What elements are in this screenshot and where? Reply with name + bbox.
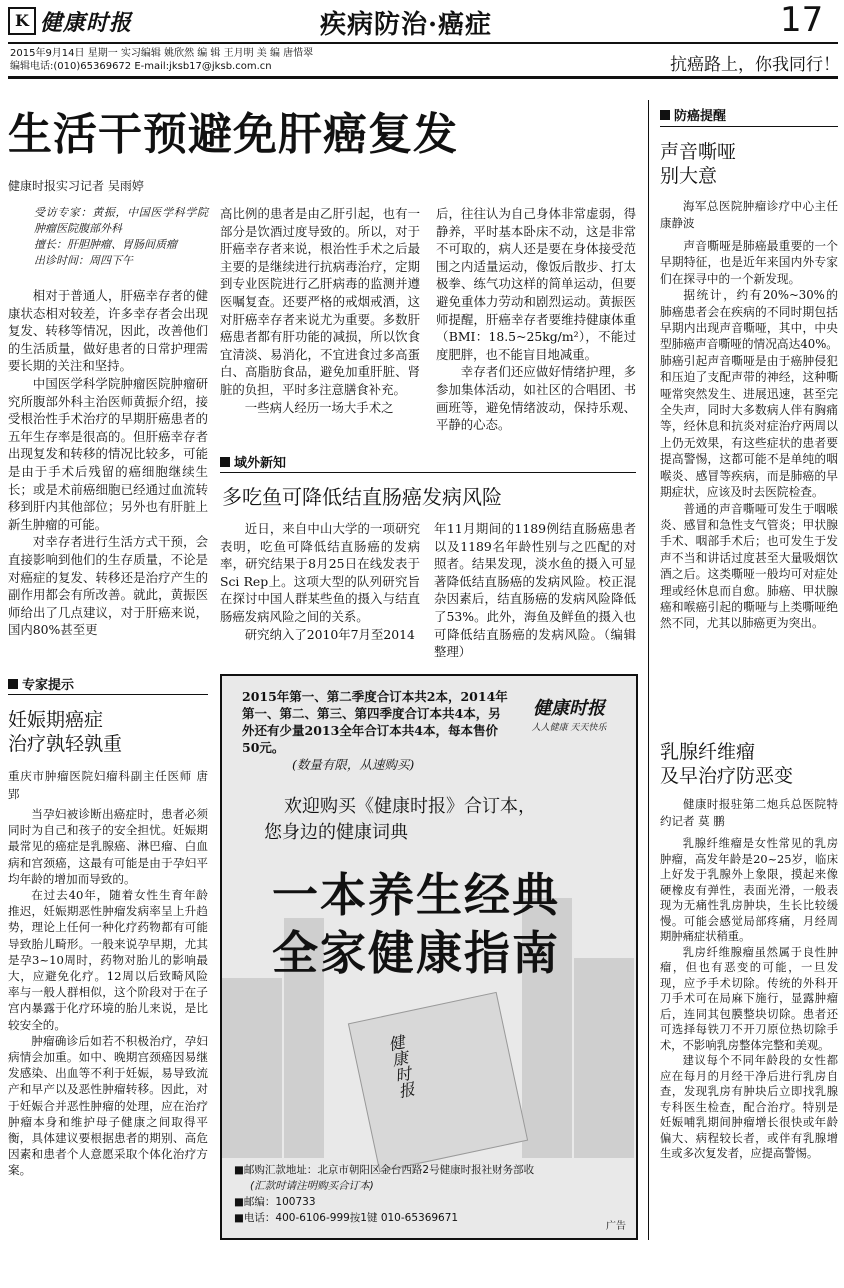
column-rule: [648, 100, 649, 1240]
sidebar-a2-title-l1: 乳腺纤维瘤: [660, 741, 756, 763]
main-col-3: [436, 205, 636, 434]
paragraph: 乳腺纤维瘤是女性常见的乳房肿瘤，高发年龄是20~25岁，临床上好发于乳腺外上象限，摸起来像硬橡皮有弹性，表面光滑，一般表现为无痛性乳房肿块，生长比较缓慢。可能会感觉局部疼痛，月经周期肿痛症状稍重。: [660, 837, 838, 943]
overseas-label: [220, 452, 286, 471]
ad-logo-slogan: 人人健康 天天快乐: [531, 723, 607, 733]
building-shape: [574, 958, 634, 1158]
ad-contact: [234, 1162, 534, 1226]
expert-line: 受访专家：黄振，中国医学科学院肿瘤医院腹部外科: [34, 206, 208, 235]
paragraph: 乳房纤维腺瘤虽然属于良性肿瘤，但也有恶变的可能，一旦发现，应予手术切除。传统的外科开刀手术可在局麻下施行，显露肿瘤后，连同其包膜整块切除。患者还可选择每铁刀不开刀原位热切除手术，不影响乳房整体完整和美观。: [660, 945, 838, 1052]
main-headline: 生活干预避免肝癌复发: [8, 109, 458, 160]
paragraph: 高比例的患者是由乙肝引起，也有一部分是饮酒过度导致的。所以，对于肝癌幸存者来说，根治性手术之后最主要的是继续进行抗病毒治疗，定期到专业医院进行乙肝病毒的监测并遵医嘱复查。还要严格的戒烟戒酒，这对肝癌幸存者来说尤为重要。多数肝癌患者都有肝功能的减损，所以饮食宜清淡、易消化，不宜进食过多高蛋白、高脂肪食品，避免加重肝脏、肾脏的负担，平时多注意膳食补充。: [220, 206, 420, 397]
paragraph: 近日，来自中山大学的一项研究表明，吃鱼可降低结直肠癌的发病率，研究结果于8月25日在线发表于Sci Rep上。这项大型的队列研究旨在探讨中国人群某些鱼的摄入与结直肠癌发病风险之间的关系。: [220, 521, 420, 624]
paragraph: 当孕妇被诊断出癌症时，患者必须同时为自己和孩子的安全担忧。妊娠期最常见的癌症是乳腺癌、淋巴瘤、白血病和宫颈癌，这最有可能是由于孕妇平均年龄的增加而导致的。: [8, 807, 208, 886]
paragraph: 中国医学科学院肿瘤医院肿瘤研究所腹部外科主治医师黄振介绍，接受根治性手术治疗的早期肝癌患者的五年生存率是很高的。但肝癌幸存者出现复发和转移的情况比较多，可能是由于手术后残留的癌细胞继续生长；或是术前癌细胞已经通过血流转移到肝内其他部位；另外也有肝脏上新生肿瘤的可能。: [8, 375, 208, 532]
square-icon: [660, 110, 670, 120]
section-title: 疾病防治·癌症: [320, 10, 493, 40]
sidebar-a1-title: [660, 140, 736, 188]
issue-info: [10, 47, 313, 73]
ad-offer-text: 2015年第一、第二季度合订本共2本，2014年第一、第二、第三、第四季度合订本共4本，另外还有少量2013全年合订本共4本，每本售价50元。: [242, 689, 508, 755]
ad-offer-note: (数量有限，从速购买): [292, 757, 415, 772]
ad-phone: ■电话：400-6106-999按1键 010-65369671: [234, 1212, 459, 1224]
sidebar-a2-title-l2: 及早治疗防恶变: [660, 765, 794, 787]
paragraph: 相对于普通人，肝癌幸存者的健康状态相对较差，许多幸存者会出现复发、转移等情况，因此，改善他们的生活质量，做好患者的日常护理需要长期的关注和坚持。: [8, 288, 208, 374]
slogan: 抗癌路上，你我同行！: [670, 55, 840, 75]
ad-address: ■邮购汇款地址：北京市朝阳区金台西路2号健康时报社财务部收: [234, 1164, 535, 1176]
overseas-col-1: [220, 520, 420, 643]
divider: [220, 472, 636, 473]
expert-tip-label-text: 专家提示: [22, 678, 75, 693]
square-icon: [8, 679, 18, 689]
paragraph: 建议每个不同年龄段的女性都应在每月的月经干净后进行乳房自查，发现乳房有肿块后立即找乳腺专科医生检查，配合治疗。特别是妊娠哺乳期间肿瘤增长很快或年龄偏大、病程较长者，或伴有乳腺增生或多次复发者，应提高警惕。: [660, 1054, 838, 1160]
book-image: [348, 992, 528, 1172]
sidebar-label-text: 防癌提醒: [674, 109, 727, 124]
ad-box: [220, 674, 638, 1240]
sidebar-a1-author-text: 海军总医院肿瘤诊疗中心主任 康静波: [660, 199, 838, 230]
expert-tip-body: [8, 806, 208, 1179]
ad-tag: 广告: [606, 1221, 626, 1232]
book-cover-text: 健康时报: [384, 1033, 417, 1100]
sidebar-a1-author: [660, 198, 838, 232]
sidebar-a1-body: [660, 238, 838, 632]
expert-tip-title-l1: 妊娠期癌症: [8, 709, 104, 731]
ad-postcode: ■邮编：100733: [234, 1196, 316, 1208]
logo-text: 健康时报: [40, 9, 133, 36]
expert-line: 擅长：肝胆肿瘤、胃肠间质瘤: [34, 238, 177, 251]
main-col-2: [220, 205, 420, 416]
main-col-1: [8, 205, 208, 639]
sidebar-a2-author: [660, 796, 838, 830]
ad-headline-l1: 一本养生经典: [272, 868, 560, 922]
paragraph: 后，往往认为自己身体非常虚弱，得静养，平时基本卧床不动，这是非常不可取的，病人还是要在身体接受范围之内适量运动，像饭后散步、打太极拳、练气功这样的简单运动，但要避免重体力劳动和剧烈运动。黄振医师提醒，肝癌幸存者要维持健康体重（BMI：18.5~25kg/m²），不能过度肥胖，也不能盲目地减重。: [436, 206, 636, 362]
sidebar-a1-title-l2: 别大意: [660, 165, 718, 187]
paragraph: 普通的声音嘶哑可发生于咽喉炎、感冒和急性支气管炎；甲状腺手术、咽部手术后；也可发生于发声不当和讲话过度甚至大量吸烟饮酒之后。这类嘶哑一般均可对症处理或经休息而自愈。肺癌、甲状腺癌和喉癌引起的嘶哑与上类嘶哑绝然不同，尤其以肺癌更为突出。: [660, 501, 838, 631]
sidebar-a1-title-l1: 声音嘶哑: [660, 141, 737, 163]
sidebar-label: [660, 105, 726, 124]
ad-welcome-l2: 您身边的健康词典: [264, 822, 408, 843]
ad-logo-text: 健康时报: [533, 698, 605, 719]
expert-tip-author: 重庆市肿瘤医院妇瘤科副主任医师 唐 郢: [8, 769, 208, 801]
overseas-title: 多吃鱼可降低结直肠癌发病风险: [222, 485, 502, 509]
paragraph: 一些病人经历一场大手术之: [244, 399, 394, 415]
paragraph: 在过去40年，随着女性生育年龄推迟，妊娠期恶性肿瘤发病率呈上升趋势，理论上任何一种化疗药物都有可能导致胎儿畸形。一般来说孕早期，尤其是孕3~10周时，药物对胎儿的影响最大，应避免化疗。12周以后致畸风险率与一般人群相似，这个阶段对于在子宫内暴露于化疗环境的胎儿来说，是比较安全的。: [8, 888, 208, 1032]
top-rule-2: [8, 76, 838, 79]
building-shape: [222, 978, 282, 1158]
sidebar-a2-body: [660, 836, 838, 1162]
issue-line-2: 编辑电话:(010)65369672 E-mail:jksb17@jksb.com.cn: [10, 61, 272, 72]
ad-welcome: [264, 794, 536, 846]
expert-tip-title-l2: 治疗孰轻孰重: [8, 733, 123, 755]
paragraph: 幸存者们还应做好情绪护理，多参加集体活动，如社区的合唱团、书画班等，避免情绪波动，保持乐观、平静的心态。: [436, 364, 636, 433]
ad-logo: [514, 694, 624, 733]
issue-line-1: 2015年9月14日 星期一 实习编辑 姚欣然 编 辑 王月明 美 编 唐惜翠: [10, 48, 314, 59]
masthead-logo: [8, 6, 158, 36]
expert-tip-label: [8, 674, 74, 693]
top-rule: [8, 42, 838, 44]
ad-address-note: (汇款时请注明购买合订本): [250, 1180, 374, 1192]
sidebar-a2-author-text: 健康时报驻第二炮兵总医院特约记者 莫 鹏: [660, 797, 838, 828]
overseas-col-2: [434, 520, 636, 661]
expert-tip-title: [8, 708, 122, 756]
paragraph: 研究纳入了2010年7月至2014: [244, 626, 415, 642]
ad-headline-l2: 全家健康指南: [272, 926, 560, 980]
ad-headline: [272, 866, 560, 982]
ad-welcome-l1: 欢迎购买《健康时报》合订本，: [284, 796, 536, 817]
main-byline: 健康时报实习记者 吴雨婷: [8, 179, 144, 193]
expert-line: 出诊时间：周四下午: [34, 254, 133, 267]
ad-offer: [242, 688, 512, 773]
paragraph: 声音嘶哑是肺癌最重要的一个早期特征，也是近年来国内外专家们在探寻中的一个新发现。: [660, 239, 838, 286]
logo-mark: K: [8, 7, 36, 35]
page-number: 17: [780, 0, 824, 40]
paragraph: 肿瘤确诊后如若不积极治疗，孕妇病情会加重。如中、晚期宫颈癌因易继发感染、出血等不利于妊娠，易导致流产和早产以及恶性肿瘤转移。因此，对于妊娠合并恶性肿瘤的处理，应在治疗肿瘤本身和维护母子健康之间取得平衡，具体建议要根据患者的期别、高危因素和患者个人意愿采取个体化治疗方案。: [8, 1033, 208, 1178]
paragraph: 据统计，约有20%~30%的肺癌患者会在疾病的不同时期包括早期内出现声音嘶哑，其中，中央型肺癌声音嘶哑的情况高达40%。肺癌引起声音嘶哑是由于癌肿侵犯和压迫了支配声带的神经，这种嘶哑常突然发生、进展迅速，甚至完全失声，同时大多数病人伴有胸痛等，经休息和抗炎对症治疗两周以上仍无效果，有这些症状的患者要提高警惕，这都可能不是单纯的咽喉炎、感冒等疾病，而是肺癌的早期症状，应该及时去医院检查。: [660, 288, 838, 500]
sidebar-a2-title: [660, 740, 793, 788]
divider: [8, 694, 208, 695]
paragraph: 对幸存者进行生活方式干预，会直接影响到他们的生存质量，不论是对癌症的复发、转移还是治疗产生的副作用都会有所改善。就此，黄振医师给出了几点建议，对于肝癌来说，国内80%甚至更: [8, 534, 208, 638]
divider: [660, 126, 838, 127]
square-icon: [220, 457, 230, 467]
overseas-label-text: 域外新知: [234, 456, 287, 471]
paragraph: 年11月期间的1189例结直肠癌患者以及1189名年龄性别与之匹配的对照者。结果发现，淡水鱼的摄入可显著降低结直肠癌的发病风险。校正混杂因素后，结直肠癌的发病风险降低了53%。此外，海鱼及鲜鱼的摄入也可降低结直肠癌的发病风险。（编辑整理）: [434, 521, 636, 660]
